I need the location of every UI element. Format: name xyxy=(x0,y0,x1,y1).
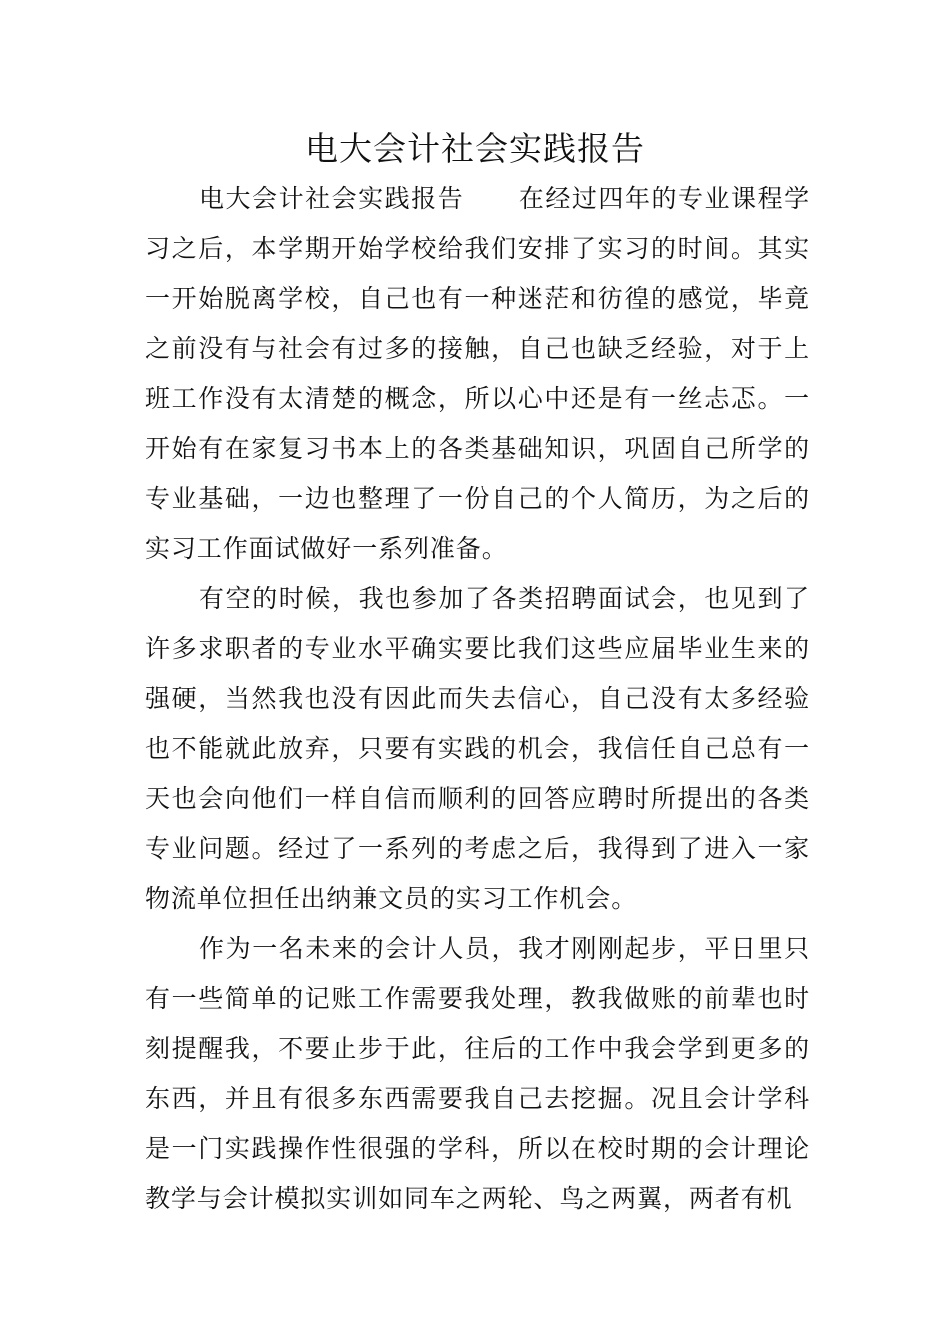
paragraph-3: 作为一名未来的会计人员，我才刚刚起步，平日里只有一些简单的记账工作需要我处理，教我做账的前辈也时刻提醒我，不要止步于此，往后的工作中我会学到更多的东西，并且有很多东西需要我自己去挖掘。况且会计学科是一门实践操作性很强的学科，所以在校时期的会计理论教学与会计模拟实训如同车之两轮、鸟之两翼，两者有机 xyxy=(145,934,810,1213)
paragraph-1 xyxy=(145,174,810,574)
lead-title: 电大会计社会实践报告 xyxy=(199,184,465,213)
document-body xyxy=(145,174,810,1224)
paragraph-1-text: 在经过四年的专业课程学习之后，本学期开始学校给我们安排了实习的时间。其实一开始脱离学校，自己也有一种迷茫和彷徨的感觉，毕竟之前没有与社会有过多的接触，自己也缺乏经验，对于上班工作没有太清楚的概念，所以心中还是有一丝忐忑。一开始有在家复习书本上的各类基础知识，巩固自己所学的专业基础，一边也整理了一份自己的个人简历，为之后的实习工作面试做好一系列准备。 xyxy=(145,184,810,563)
document-title: 电大会计社会实践报告 xyxy=(305,129,645,168)
paragraph-2: 有空的时候，我也参加了各类招聘面试会，也见到了许多求职者的专业水平确实要比我们这些应届毕业生来的强硬，当然我也没有因此而失去信心，自己没有太多经验也不能就此放弃，只要有实践的机会，我信任自己总有一天也会向他们一样自信而顺利的回答应聘时所提出的各类专业问题。经过了一系列的考虑之后，我得到了进入一家物流单位担任出纳兼文员的实习工作机会。 xyxy=(145,584,810,913)
